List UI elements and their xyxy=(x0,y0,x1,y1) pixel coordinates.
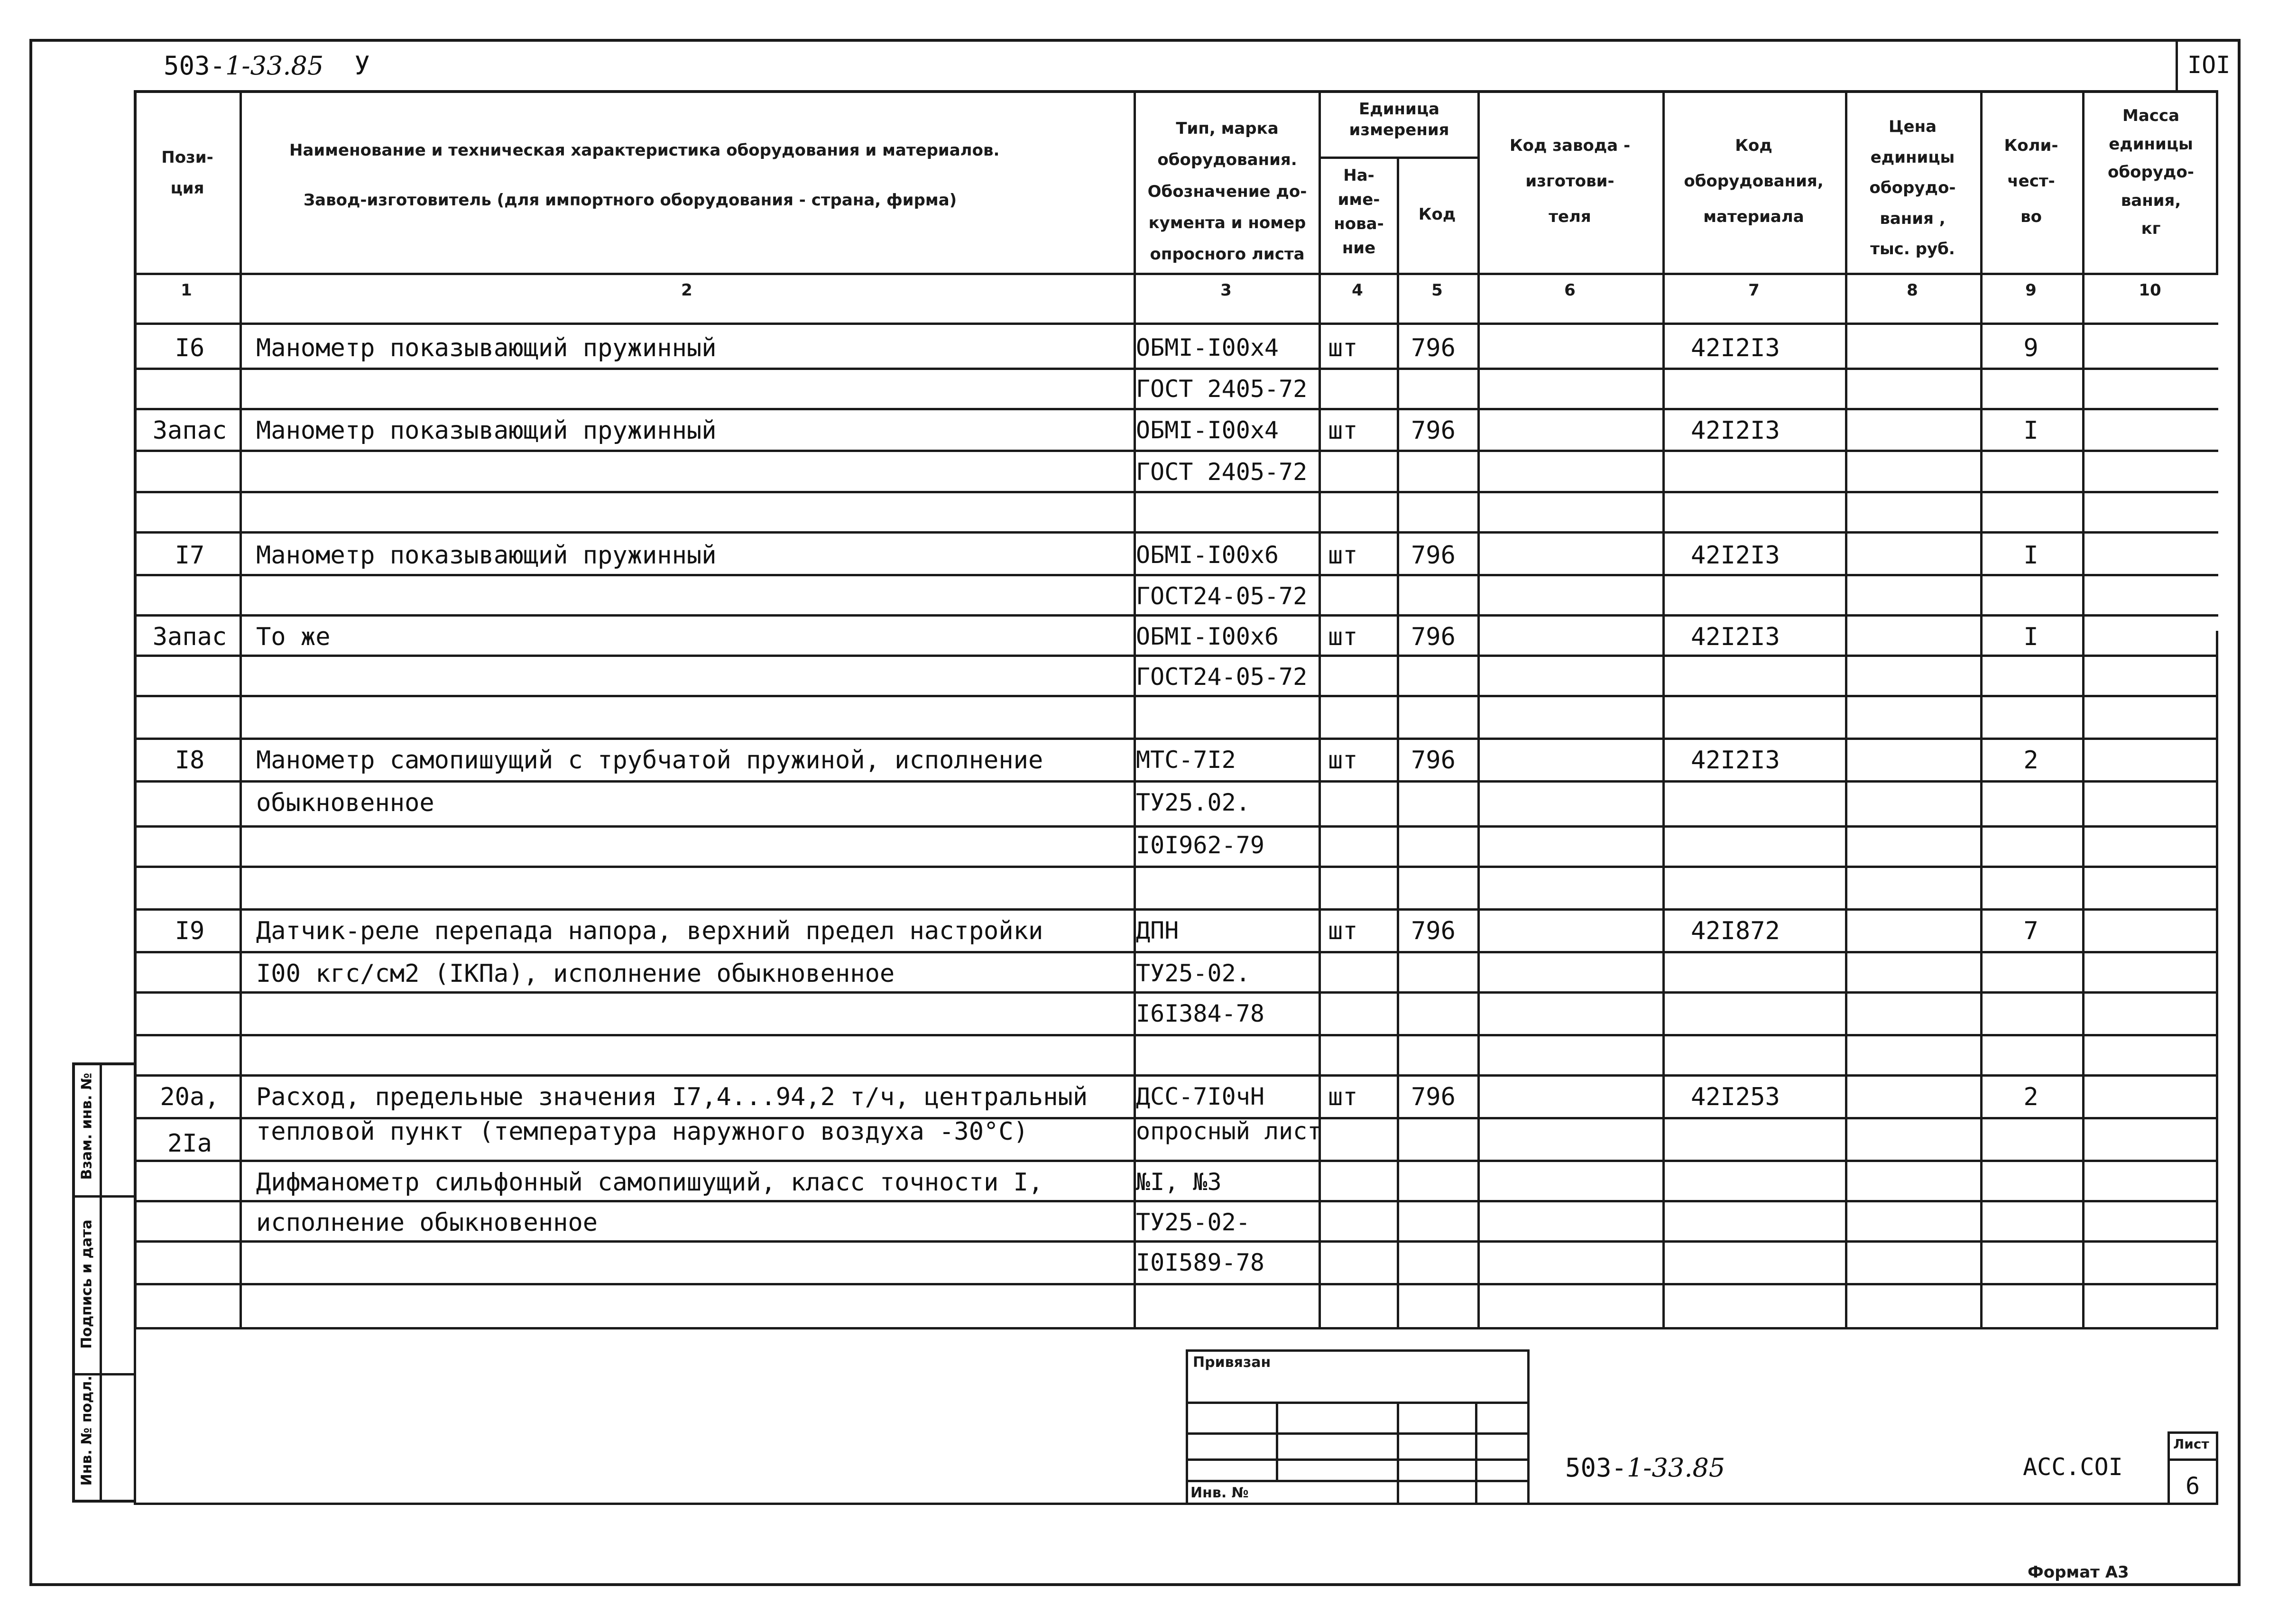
top-doc-number: 503-1-33.85 У xyxy=(164,51,370,81)
col-number: 1 xyxy=(181,281,192,300)
col-number: 2 xyxy=(681,281,692,300)
row-position: Запас xyxy=(152,416,227,445)
row-unit: шт xyxy=(1328,334,1358,362)
row-name: То же xyxy=(256,623,331,651)
row-unit-code: 796 xyxy=(1411,541,1456,570)
inv-no-label: Инв. № xyxy=(1190,1485,1249,1501)
col-header-units: Единица измерения xyxy=(1349,100,1449,140)
row-type: ДСС-7I0чН xyxy=(1136,1083,1264,1110)
row-quantity: 2 xyxy=(2023,746,2038,775)
row-name: Манометр показывающий пружинный xyxy=(256,334,717,362)
row-quantity: I xyxy=(2023,541,2038,570)
row-name: тепловой пункт (температура наружного воздуха -30°С) xyxy=(256,1117,1028,1146)
col-header-3: Тип, марка оборудования. Обозначение до- кумента и номер опросного листа xyxy=(1147,119,1307,264)
col-number: 10 xyxy=(2139,281,2161,300)
col-header-4: На- име- нова- ние xyxy=(1334,166,1384,258)
row-type: №I, №3 xyxy=(1136,1168,1222,1196)
row-equipment-code: 42I253 xyxy=(1691,1083,1780,1111)
col-number: 8 xyxy=(1907,281,1918,300)
row-type: ГОСТ 2405-72 xyxy=(1136,375,1308,403)
col-header-9: Коли- чест- во xyxy=(2004,136,2058,226)
row-position: I7 xyxy=(175,541,205,570)
row-type: МТС-7I2 xyxy=(1136,746,1236,774)
row-unit-code: 796 xyxy=(1411,917,1456,945)
row-unit: шт xyxy=(1328,746,1358,775)
sheet-number: 6 xyxy=(2186,1472,2200,1500)
row-position: 20а, xyxy=(160,1083,220,1111)
row-equipment-code: 42I2I3 xyxy=(1691,416,1780,445)
row-equipment-code: 42I2I3 xyxy=(1691,746,1780,775)
row-position: 2Iа xyxy=(167,1129,212,1158)
row-unit: шт xyxy=(1328,623,1358,651)
col-number: 9 xyxy=(2025,281,2037,300)
row-type: ТУ25.02. xyxy=(1136,789,1250,816)
row-type: ГОСТ 2405-72 xyxy=(1136,458,1308,486)
row-name: Расход, предельные значения I7,4...94,2 т/ч, центральный xyxy=(256,1083,1088,1111)
row-name: Манометр самопишущий с трубчатой пружиной, исполнение xyxy=(256,746,1043,775)
col-header-2: Наименование и техническая характеристика оборудования и материалов. Завод-изготовитель (для импортного оборудования - страна, фирма) xyxy=(289,141,1000,210)
row-unit: шт xyxy=(1328,416,1358,445)
title-doc-number: 503-1-33.85 xyxy=(1565,1453,1725,1483)
side-stamp-podpis: Подпись и дата xyxy=(78,1219,95,1349)
col-header-10: Масса единицы оборудо- вания, кг xyxy=(2108,106,2194,238)
row-name: Манометр показывающий пружинный xyxy=(256,541,717,570)
row-unit-code: 796 xyxy=(1411,1083,1456,1111)
row-type: ОБМI-I00х4 xyxy=(1136,334,1279,361)
row-equipment-code: 42I2I3 xyxy=(1691,541,1780,570)
row-position: I8 xyxy=(175,746,205,775)
title-code: АСС.СОI xyxy=(2023,1453,2123,1481)
sheet-label: Лист xyxy=(2173,1436,2209,1452)
col-number: 4 xyxy=(1352,281,1363,300)
row-equipment-code: 42I872 xyxy=(1691,917,1780,945)
format-label: Формат А3 xyxy=(2028,1563,2129,1582)
row-name: исполнение обыкновенное xyxy=(256,1209,598,1237)
side-stamp-inv-podl: Инв. № подл. xyxy=(78,1375,95,1486)
row-equipment-code: 42I2I3 xyxy=(1691,623,1780,651)
row-type: I6I384-78 xyxy=(1136,1000,1264,1027)
top-sheet-corner: IOI xyxy=(2187,51,2231,79)
row-unit: шт xyxy=(1328,1083,1358,1111)
row-name: Датчик-реле перепада напора, верхний предел настройки xyxy=(256,917,1043,945)
row-type: ОБМI-I00х6 xyxy=(1136,623,1279,650)
row-name: Дифманометр сильфонный самопишущий, класс точности I, xyxy=(256,1168,1043,1197)
col-number: 5 xyxy=(1431,281,1443,300)
row-type: ОБМI-I00х6 xyxy=(1136,541,1279,569)
row-type: ТУ25-02- xyxy=(1136,1209,1250,1236)
row-unit-code: 796 xyxy=(1411,746,1456,775)
row-type: ОБМI-I00х4 xyxy=(1136,416,1279,444)
col-number: 7 xyxy=(1748,281,1760,300)
row-type: I0I962-79 xyxy=(1136,831,1264,859)
row-type: ДПН xyxy=(1136,917,1179,944)
side-stamp-vzam: Взам. инв. № xyxy=(78,1072,95,1180)
row-name: I00 кгс/см2 (IКПа), исполнение обыкновенное xyxy=(256,960,895,988)
row-quantity: I xyxy=(2023,623,2038,651)
row-type: ГОСТ24-05-72 xyxy=(1136,582,1308,610)
row-quantity: 7 xyxy=(2023,917,2038,945)
row-quantity: 2 xyxy=(2023,1083,2038,1111)
col-header-6: Код завода - изготови- теля xyxy=(1509,136,1631,226)
row-name: обыкновенное xyxy=(256,789,434,817)
row-unit-code: 796 xyxy=(1411,416,1456,445)
col-number: 6 xyxy=(1564,281,1576,300)
row-name: Манометр показывающий пружинный xyxy=(256,416,717,445)
row-type: опросный лист xyxy=(1136,1117,1322,1145)
row-position: I6 xyxy=(175,334,205,362)
row-type: ГОСТ24-05-72 xyxy=(1136,663,1308,691)
col-number: 3 xyxy=(1220,281,1232,300)
row-unit-code: 796 xyxy=(1411,623,1456,651)
row-type: ТУ25-02. xyxy=(1136,960,1250,987)
col-header-8: Цена единицы оборудо- вания , тыс. руб. xyxy=(1869,117,1956,259)
row-equipment-code: 42I2I3 xyxy=(1691,334,1780,362)
col-header-1: Пози- ция xyxy=(161,148,213,198)
row-quantity: I xyxy=(2023,416,2038,445)
row-quantity: 9 xyxy=(2023,334,2038,362)
row-unit-code: 796 xyxy=(1411,334,1456,362)
row-unit: шт xyxy=(1328,917,1358,945)
col-header-7: Код оборудования, материала xyxy=(1684,136,1824,226)
privyazan-label: Привязан xyxy=(1193,1354,1271,1371)
row-position: Запас xyxy=(152,623,227,651)
row-position: I9 xyxy=(175,917,205,945)
row-unit: шт xyxy=(1328,541,1358,570)
row-type: I0I589-78 xyxy=(1136,1249,1264,1276)
col-header-5: Код xyxy=(1418,205,1456,224)
